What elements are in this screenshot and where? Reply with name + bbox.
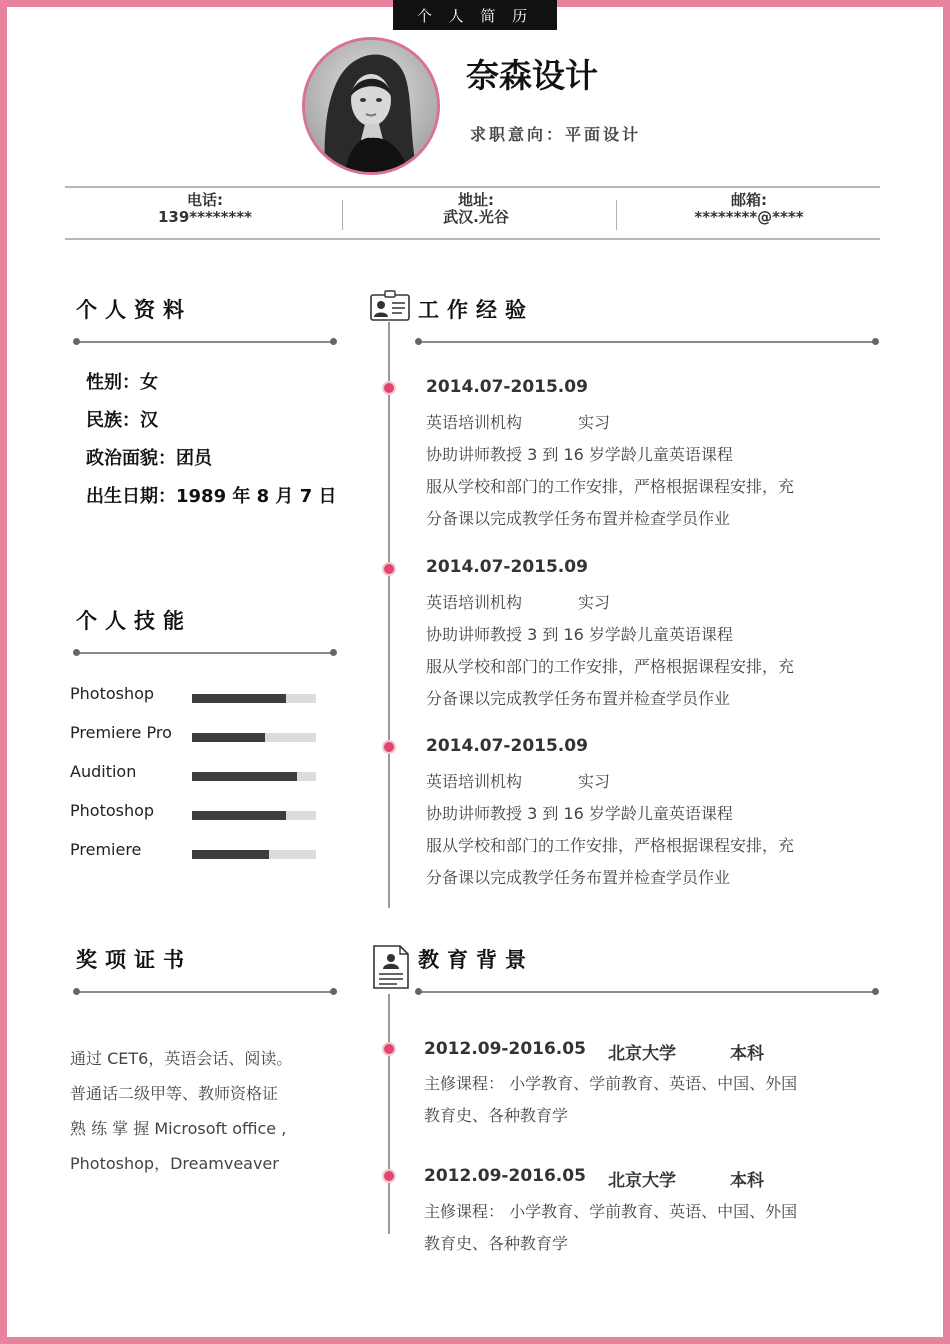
award-line: Photoshop，Dreamveaver: [70, 1154, 279, 1173]
contact-bar: [65, 186, 880, 240]
award-line: 熟 练 掌 握 Microsoft office ,: [70, 1119, 287, 1138]
timeline-dot: [382, 381, 396, 395]
profile-birthdate: 出生日期：1989 年 8 月 7 日: [86, 486, 337, 507]
contact-address-label: 地址:: [458, 191, 494, 209]
edu-school: 北京大学: [608, 1044, 676, 1064]
skill-bar-fill: [192, 850, 269, 859]
skill-name: Photoshop: [70, 801, 155, 820]
job-objective: 求职意向：平面设计: [470, 125, 642, 144]
job-desc-line: 协助讲师教授 3 到 16 岁学龄儿童英语课程: [426, 804, 733, 823]
skill-bar: [192, 772, 316, 781]
section-rule: [418, 991, 876, 993]
id-badge-icon: [370, 290, 410, 326]
contact-email: [649, 192, 849, 226]
edu-degree: 本科: [730, 1044, 764, 1064]
section-title-profile: 个人资料: [76, 298, 192, 322]
skill-name: Photoshop: [70, 684, 155, 703]
section-title-awards: 奖项证书: [76, 948, 192, 972]
edu-course-line: 主修课程： 小学教育、学前教育、英语、中国、外国: [424, 1074, 798, 1093]
edu-date: 2012.09-2016.05: [424, 1039, 586, 1059]
edu-date: 2012.09-2016.05: [424, 1166, 586, 1186]
profile-ethnicity: 民族：汉: [86, 410, 158, 431]
contact-email-label: 邮箱:: [731, 191, 767, 209]
award-line: 普通话二级甲等、教师资格证: [70, 1084, 279, 1103]
job-org: 英语培训机构: [426, 772, 523, 791]
contact-divider: [616, 200, 617, 230]
resume-tab-label: 个 人 简 历: [393, 0, 557, 30]
edu-course-line: 教育史、各种教育学: [424, 1234, 569, 1253]
job-desc-line: 服从学校和部门的工作安排，严格根据课程安排，充: [426, 836, 795, 855]
job-date: 2014.07-2015.09: [426, 377, 588, 397]
section-rule: [76, 991, 334, 993]
skill-name: Premiere: [70, 840, 142, 859]
avatar: [302, 37, 440, 175]
job-desc-line: 服从学校和部门的工作安排，严格根据课程安排，充: [426, 657, 795, 676]
job-desc-line: 协助讲师教授 3 到 16 岁学龄儿童英语课程: [426, 445, 733, 464]
timeline-dot: [382, 1169, 396, 1183]
candidate-name: 奈森设计: [466, 56, 598, 95]
skill-bar: [192, 850, 316, 859]
job-role: 实习: [578, 593, 611, 612]
section-rule: [76, 341, 334, 343]
contact-phone-value: 139********: [157, 208, 253, 226]
skill-bar-fill: [192, 733, 265, 742]
award-line: 通过 CET6，英语会话、阅读。: [70, 1049, 293, 1068]
edu-school: 北京大学: [608, 1171, 676, 1191]
skill-bar-fill: [192, 694, 286, 703]
edu-degree: 本科: [730, 1171, 764, 1191]
contact-address: [376, 192, 576, 226]
contact-address-value: 武汉.光谷: [443, 208, 509, 226]
edu-course-line: 主修课程： 小学教育、学前教育、英语、中国、外国: [424, 1202, 798, 1221]
job-date: 2014.07-2015.09: [426, 557, 588, 577]
section-title-work: 工作经验: [418, 298, 534, 322]
job-desc-line: 分备课以完成教学任务布置并检查学员作业: [426, 868, 731, 887]
section-rule: [76, 652, 334, 654]
skill-bar: [192, 811, 316, 820]
timeline-dot: [382, 562, 396, 576]
skill-name: Premiere Pro: [70, 723, 172, 742]
contact-phone-label: 电话:: [187, 191, 223, 209]
job-desc-line: 分备课以完成教学任务布置并检查学员作业: [426, 509, 731, 528]
timeline-dot: [382, 1042, 396, 1056]
job-org: 英语培训机构: [426, 593, 523, 612]
profile-political-status: 政治面貌：团员: [86, 448, 212, 469]
job-desc-line: 服从学校和部门的工作安排，严格根据课程安排，充: [426, 477, 795, 496]
contact-email-value: ********@****: [694, 208, 804, 226]
skill-bar: [192, 733, 316, 742]
contact-divider: [342, 200, 343, 230]
skill-bar: [192, 694, 316, 703]
section-rule: [418, 341, 876, 343]
job-role: 实习: [578, 772, 611, 791]
job-desc-line: 协助讲师教授 3 到 16 岁学龄儿童英语课程: [426, 625, 733, 644]
contact-phone: [105, 192, 305, 226]
section-title-skills: 个人技能: [76, 609, 192, 633]
timeline-dot: [382, 740, 396, 754]
job-desc-line: 分备课以完成教学任务布置并检查学员作业: [426, 689, 731, 708]
job-date: 2014.07-2015.09: [426, 736, 588, 756]
job-role: 实习: [578, 413, 611, 432]
skill-bar-fill: [192, 811, 286, 820]
skill-bar-fill: [192, 772, 297, 781]
education-timeline: [388, 994, 390, 1234]
section-title-education: 教育背景: [418, 948, 534, 972]
edu-course-line: 教育史、各种教育学: [424, 1106, 569, 1125]
skill-name: Audition: [70, 762, 137, 781]
job-org: 英语培训机构: [426, 413, 523, 432]
resume-document-icon: [372, 944, 410, 994]
work-timeline: [388, 322, 390, 908]
profile-gender: 性别：女: [86, 372, 158, 393]
